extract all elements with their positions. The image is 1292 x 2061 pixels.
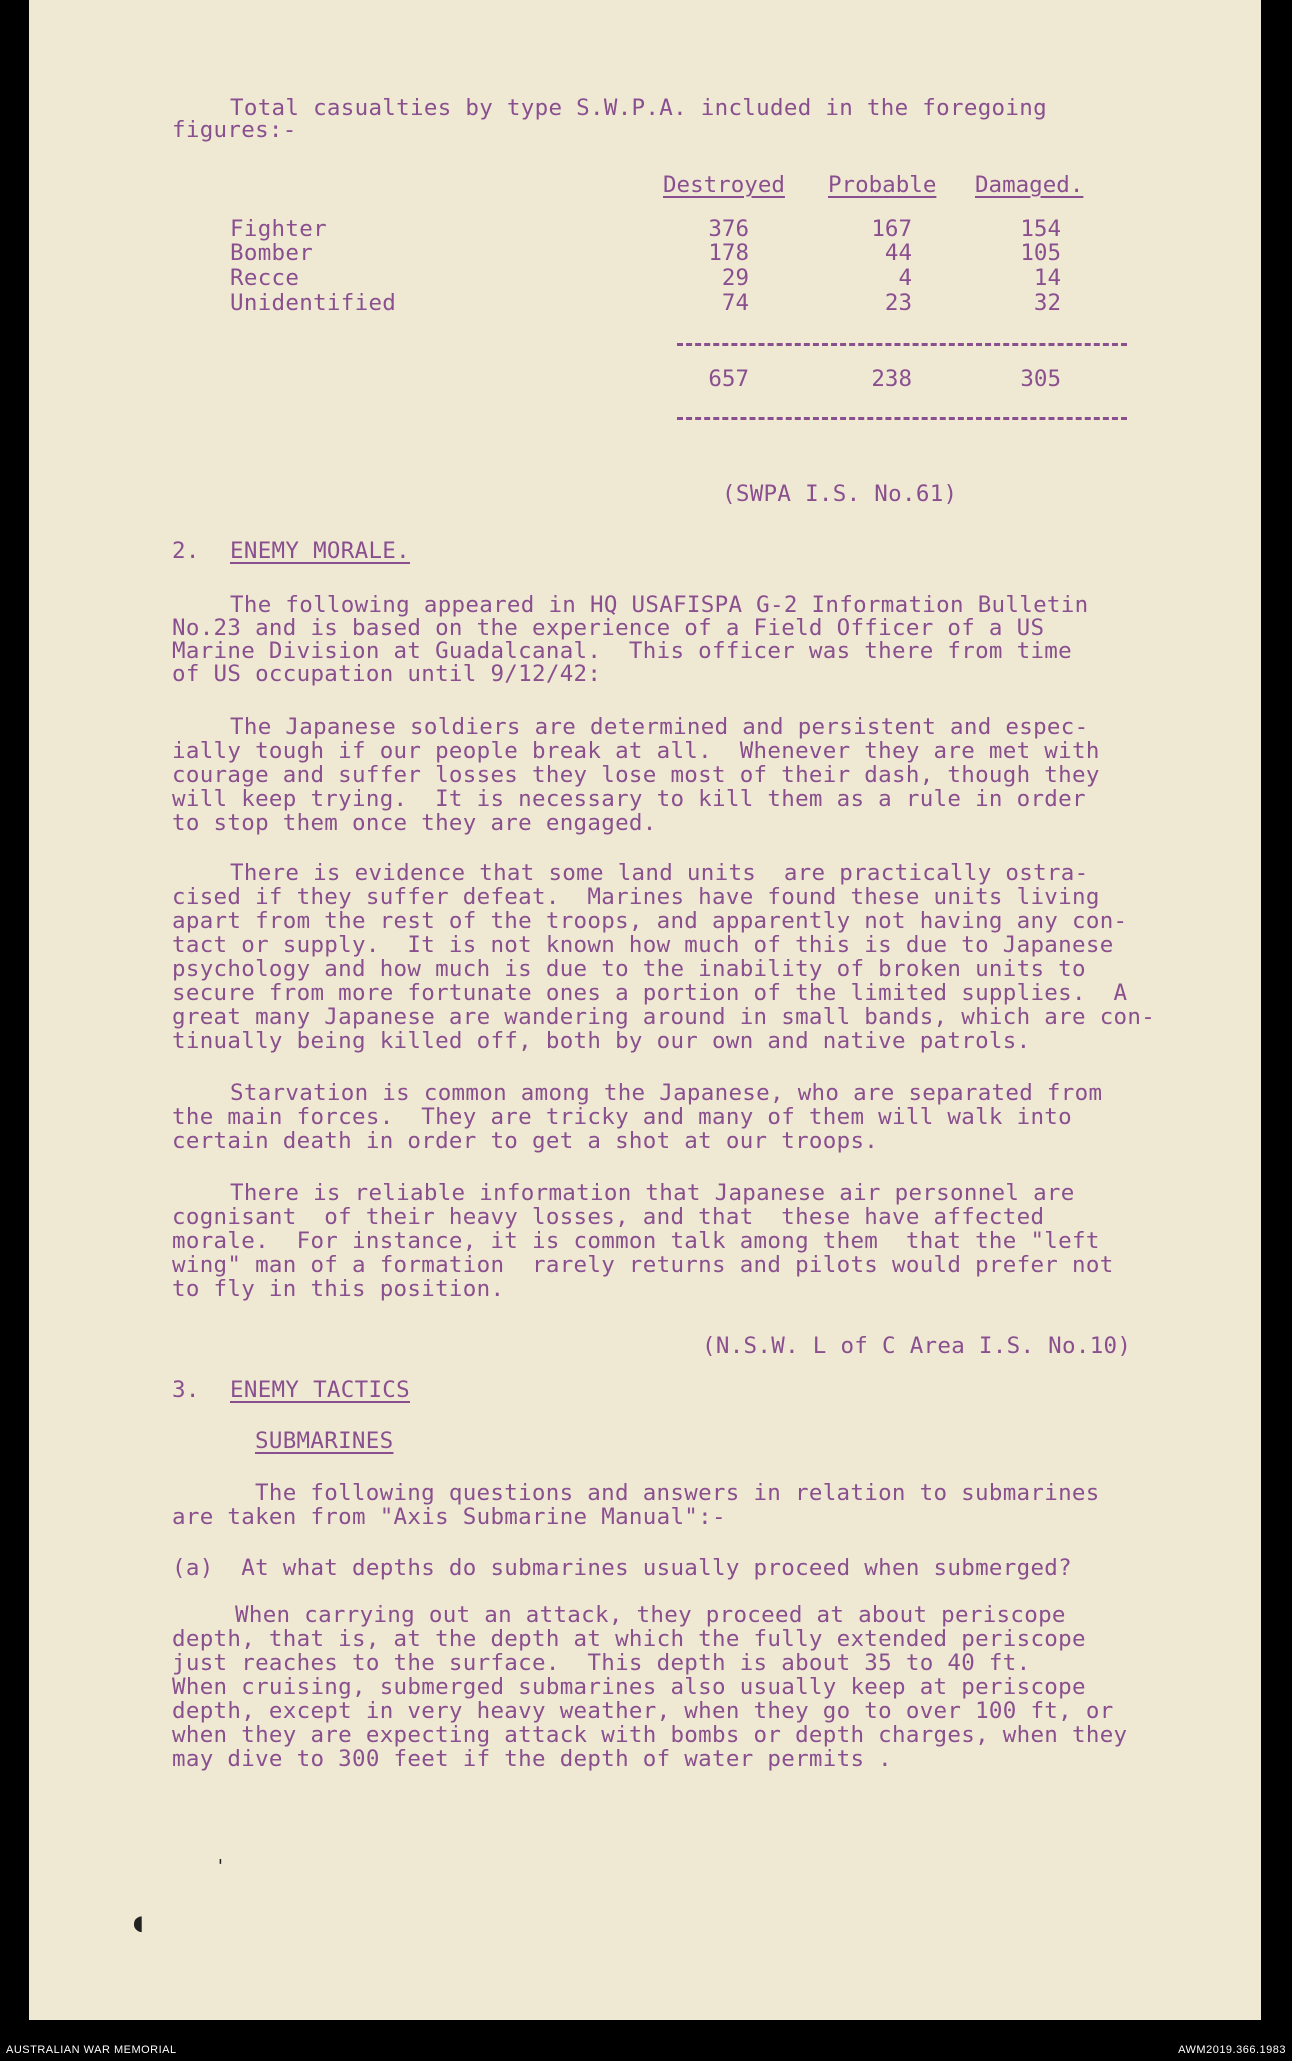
paragraph-line: Marine Division at Guadalcanal. This officer was there from time <box>172 638 1072 664</box>
table-cell: 29 <box>721 265 749 291</box>
paragraph-line: will keep trying. It is necessary to kill them as a rule in order <box>172 786 1086 812</box>
table-cell: 105 <box>1020 240 1061 266</box>
total-damaged: 305 <box>1020 366 1061 392</box>
paragraph-line: when they are expecting attack with bombs or depth charges, when they <box>172 1722 1128 1748</box>
paragraph-line: When cruising, submerged submarines also usually keep at periscope <box>172 1674 1086 1700</box>
paragraph-line: The following appeared in HQ USAFISPA G-2 Information Bulletin <box>230 592 1089 618</box>
ink-mark-icon: ' <box>215 1856 226 1877</box>
paragraph-line: Starvation is common among the Japanese, who are separated from <box>230 1080 1103 1106</box>
intro-line-2: figures:- <box>172 117 297 143</box>
table-cell: 23 <box>884 290 912 316</box>
paragraph-line: When carrying out an attack, they proceed at about periscope <box>235 1602 1066 1628</box>
col-header-probable: Probable <box>828 172 937 198</box>
table-cell: 178 <box>708 240 749 266</box>
total-destroyed: 657 <box>708 366 749 392</box>
table-cell: 14 <box>1033 265 1061 291</box>
row-label: Fighter <box>230 216 327 242</box>
table-cell: 167 <box>871 216 912 242</box>
paragraph-line: The following questions and answers in relation to submarines <box>255 1480 1100 1506</box>
paragraph-line: The Japanese soldiers are determined and persistent and espec- <box>230 714 1089 740</box>
section-2-heading: ENEMY MORALE. <box>230 538 410 564</box>
paragraph-line: just reaches to the surface. This depth is about 35 to 40 ft. <box>172 1650 1031 1676</box>
paragraph-line: There is evidence that some land units are practically ostra- <box>230 860 1089 886</box>
paragraph-line: secure from more fortunate ones a portion of the limited supplies. A <box>172 980 1128 1006</box>
paragraph-line: depth, except in very heavy weather, when they go to over 100 ft, or <box>172 1698 1114 1724</box>
row-label: Bomber <box>230 240 314 266</box>
table-cell: 376 <box>708 216 749 242</box>
paragraph-line: There is reliable information that Japanese air personnel are <box>230 1180 1075 1206</box>
paragraph-line: of US occupation until 9/12/42: <box>172 661 602 687</box>
table-cell: 4 <box>898 265 912 291</box>
ink-smudge-icon: ◖ <box>130 1908 146 1938</box>
paragraph-line: cognisant of their heavy losses, and that these have affected <box>172 1204 1045 1230</box>
paragraph-line: the main forces. They are tricky and many of them will walk into <box>172 1104 1072 1130</box>
section-3-heading: ENEMY TACTICS <box>230 1377 410 1403</box>
intro-line-1: Total casualties by type S.W.P.A. included in the foregoing <box>230 95 1047 121</box>
col-header-damaged: Damaged. <box>975 172 1084 198</box>
table-cell: 44 <box>884 240 912 266</box>
paragraph-line: tinually being killed off, both by our own and native patrols. <box>172 1028 1031 1054</box>
table-cell: 32 <box>1033 290 1061 316</box>
paragraph-line: No.23 and is based on the experience of a Field Officer of a US <box>172 615 1045 641</box>
source-citation-2: (N.S.W. L of C Area I.S. No.10) <box>702 1333 1132 1359</box>
source-citation-1: (SWPA I.S. No.61) <box>722 481 958 507</box>
table-rule-top <box>677 343 1127 346</box>
paragraph-line: are taken from "Axis Submarine Manual":- <box>172 1504 726 1530</box>
row-label: Unidentified <box>230 290 397 316</box>
paragraph-line: wing" man of a formation rarely returns and pilots would prefer not <box>172 1252 1114 1278</box>
paragraph-line: to fly in this position. <box>172 1276 505 1302</box>
col-header-destroyed: Destroyed <box>663 172 785 198</box>
paragraph-line: courage and suffer losses they lose most of their dash, though they <box>172 762 1100 788</box>
section-3-number: 3. <box>172 1377 200 1403</box>
paragraph-line: may dive to 300 feet if the depth of water permits . <box>172 1746 892 1772</box>
footer-left: AUSTRALIAN WAR MEMORIAL <box>6 2044 177 2056</box>
paragraph-line: morale. For instance, it is common talk among them that the "left <box>172 1228 1100 1254</box>
paragraph-line: great many Japanese are wandering around in small bands, which are con- <box>172 1004 1156 1030</box>
paragraph-line: certain death in order to get a shot at our troops. <box>172 1128 879 1154</box>
paragraph-line: ially tough if our people break at all. Whenever they are met with <box>172 738 1100 764</box>
paragraph-line: apart from the rest of the troops, and apparently not having any con- <box>172 908 1128 934</box>
table-cell: 74 <box>721 290 749 316</box>
footer-right: AWM2019.366.1983 <box>1178 2044 1286 2056</box>
subsection-heading-submarines: SUBMARINES <box>255 1428 394 1454</box>
table-cell: 154 <box>1020 216 1061 242</box>
question-a: (a) At what depths do submarines usually proceed when submerged? <box>172 1555 1072 1581</box>
paragraph-line: psychology and how much is due to the inability of broken units to <box>172 956 1086 982</box>
section-2-number: 2. <box>172 538 200 564</box>
total-probable: 238 <box>871 366 912 392</box>
table-rule-bottom <box>677 417 1127 420</box>
paragraph-line: to stop them once they are engaged. <box>172 810 657 836</box>
document-page <box>29 0 1261 2020</box>
paragraph-line: cised if they suffer defeat. Marines have found these units living <box>172 884 1100 910</box>
paragraph-line: tact or supply. It is not known how much of this is due to Japanese <box>172 932 1114 958</box>
paragraph-line: depth, that is, at the depth at which the fully extended periscope <box>172 1626 1086 1652</box>
row-label: Recce <box>230 265 300 291</box>
